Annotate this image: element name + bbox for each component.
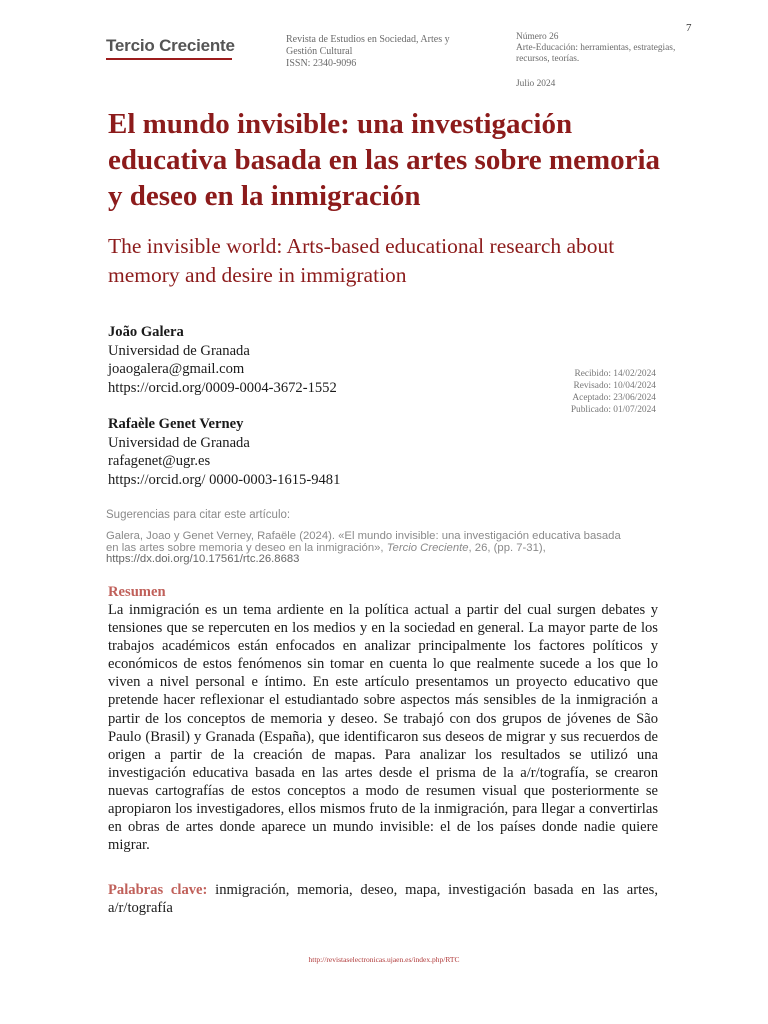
issue-number: Número 26 — [516, 32, 559, 42]
citation-doi-link[interactable]: https://dx.doi.org/10.17561/rtc.26.8683 — [106, 553, 300, 565]
journal-info — [286, 34, 476, 70]
article-title-es: El mundo invisible: una investigación educativa basada en las artes sobre memoria y deseo en la inmigración — [108, 108, 661, 212]
author-affiliation: Universidad de Granada — [108, 342, 250, 359]
footer-url-link[interactable]: http://revistaselectronicas.ujaen.es/index.php/RTC — [308, 955, 460, 964]
citation-journal: Tercio Creciente — [386, 541, 469, 554]
author-email[interactable]: rafagenet@ugr.es — [108, 453, 211, 469]
journal-logo: Tercio Creciente — [106, 36, 235, 55]
abstract-heading: Resumen — [108, 584, 166, 600]
author-affiliation: Universidad de Granada — [108, 434, 250, 451]
page-number: 7 — [686, 22, 692, 34]
logo-underline — [106, 58, 232, 60]
date-published: Publicado: 01/07/2024 — [570, 405, 656, 415]
issue-theme: Arte-Educación: herramientas, estrategias, recursos, teorías. — [516, 43, 676, 64]
keywords-label: Palabras clave: — [108, 882, 208, 898]
date-revised: Revisado: 10/04/2024 — [573, 381, 656, 391]
keywords — [108, 881, 658, 917]
date-received: Recibido: 14/02/2024 — [574, 369, 656, 379]
issue-date: Julio 2024 — [516, 79, 556, 89]
author-email[interactable]: joaogalera@gmail.com — [108, 361, 245, 377]
citation-part-2: , 26, (pp. 7-31), — [468, 541, 546, 554]
article-title-en: The invisible world: Arts-based educational research about memory and desire in immigration — [108, 234, 615, 287]
journal-issn: ISSN: 2340-9096 — [286, 58, 357, 69]
author-block — [108, 323, 468, 397]
author-name: João Galera — [108, 324, 184, 340]
author-orcid[interactable]: https://orcid.org/ 0000-0003-1615-9481 — [108, 471, 341, 488]
citation-part-1: Galera, Joao y Genet Verney, Rafaële (2024). «El mundo invisible: una investigación educativa basada en las artes sobre memoria y deseo en la inmigración», — [106, 530, 621, 554]
date-accepted: Aceptado: 23/06/2024 — [572, 393, 656, 403]
author-name: Rafaèle Genet Verney — [108, 416, 244, 432]
abstract-text: La inmigración es un tema ardiente en la política actual a partir del cual surgen debates y tensiones que se repercuten en los medios y en la sociedad en general. La mayor parte de los trabajos académicos están enfocados en analizar principalmente los factores políticos y económicos de estos fenómenos sin tomar en cuenta lo que realmente sucede a los que lo viven a nivel personal e íntimo. En este artículo presentamos un proyecto educativo que pretende hacer reflexionar el estudiantado sobre aspectos más sensibles de la inmigración a partir de los conceptos de memoria y deseo. Se trabajó con dos grupos de jóvenes de São Paulo (Brasil) y Granada (España), que identificaron sus deseos de migrar y sus recuerdos de origen a partir de la creación de mapas. Para analizar los resultados se utilizó una investigación educativa basada en las artes desde el prisma de la a/r/tografía, se crearon nuevas cartografías de estos conceptos a modo de resumen visual que posteriormente se apropiaron los investigadores, ellos mismos fruto de la inmigración, para llegar a convertirlas en obras de artes donde aparece un mundo invisible: el de los países donde nadie quiere migrar. — [108, 602, 658, 854]
issue-info — [516, 32, 686, 90]
journal-description: Revista de Estudios en Sociedad, Artes y Gestión Cultural — [286, 34, 450, 57]
keywords-text: inmigración, memoria, deseo, mapa, investigación basada en las artes, a/r/tografía — [108, 882, 658, 916]
citation-text — [106, 531, 632, 566]
author-orcid[interactable]: https://orcid.org/0009-0004-3672-1552 — [108, 379, 337, 396]
citation-label: Sugerencias para citar este artículo: — [106, 509, 291, 521]
author-block — [108, 415, 468, 489]
submission-dates — [520, 368, 656, 416]
